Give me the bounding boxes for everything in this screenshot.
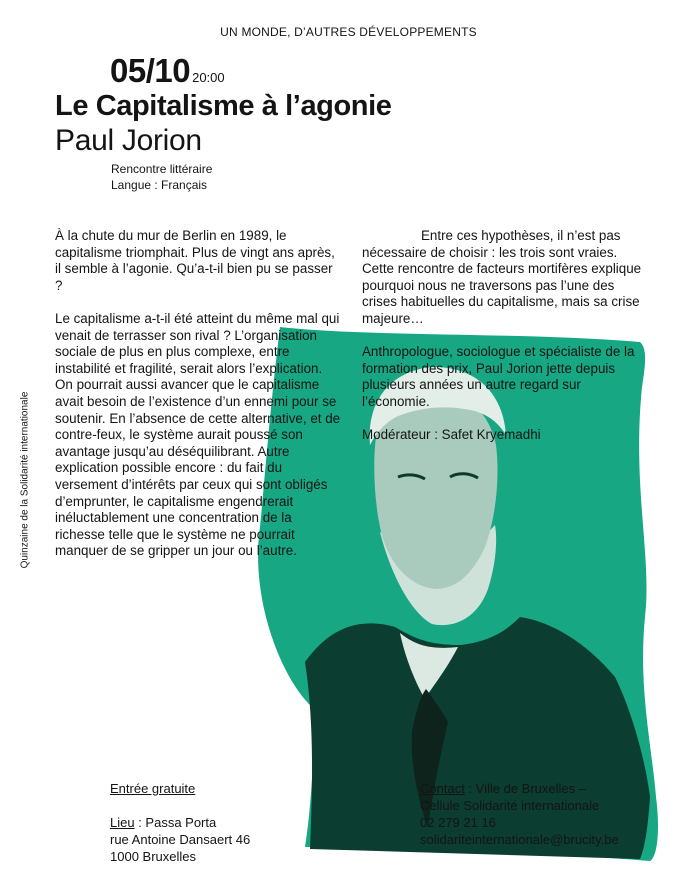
event-datetime [110,52,225,90]
venue-street: rue Antoine Dansaert 46 [110,832,251,847]
contact-dept: Cellule Solidarité internationale [420,798,600,813]
contact-org: : Ville de Bruxelles – [464,781,586,796]
paragraph: Entre ces hypothèses, il n’est pas nécessaire de choisir : les trois sont vraies. Cette rencontre de facteurs mortifères explique pourquoi nous ne traversons pas l’une des crises habituelles du capitalisme, mais sa crise majeure… [362,228,642,326]
contact-phone: 02 279 21 16 [420,815,496,830]
venue-name-line [110,814,340,831]
body-column-right [362,228,644,460]
paragraph: Anthropologue, sociologue et spécialiste de la formation des prix, Paul Jorion jette depuis plusieurs années un autre regard sur l’économie. [362,344,635,409]
event-language: Langue : Français [111,178,208,192]
event-time: 20:00 [192,70,225,85]
body-column-left [55,228,341,576]
event-author: Paul Jorion [55,124,202,157]
admission-label: Entrée gratuite [110,781,196,796]
paragraph: À la chute du mur de Berlin en 1989, le capitalisme triomphait. Plus de vingt ans après, il semble à l’agonie. Qu’a-t-il bien pu se passer ? [55,228,335,293]
venue-label: Lieu [110,815,135,830]
series-header: UN MONDE, D’AUTRES DÉVELOPPEMENTS [220,25,477,39]
contact-org-line [420,780,680,797]
side-label: Quinzaine de la Solidarité internationale [19,391,31,569]
contact-info [420,780,680,848]
event-date: 05/10 [110,52,191,89]
contact-email[interactable]: solidariteinternationale@brucity.be [420,832,619,847]
event-meta [111,161,212,193]
moderator-line: Modérateur : Safet Kryemadhi [362,427,541,443]
event-type: Rencontre littéraire [111,162,213,176]
paragraph: Le capitalisme a-t-il été atteint du même mal qui venait de terrasser son rival ? L’organisation sociale de plus en plus complexe, entre instabilité et fragilité, serait alors l’explication. On pourrait aussi avancer que le capitalisme avait besoin de l’existence d’un ennemi pour se soutenir. En l’absence de cette alternative, et de contre-feux, le système aurait poussé son avantage jusqu’au déséquilibrant. Autre explication possible encore : du fait du versement d’intérêts par ceux qui sont obligés d’emprunter, le capitalisme engendrerait inéluctablement une concentration de la richesse telle que le système ne pourrait manquer de se gripper un jour ou l’autre. [55,310,341,559]
contact-label: Contact [420,781,465,796]
venue-city: 1000 Bruxelles [110,849,196,864]
venue-name: : Passa Porta [134,815,217,830]
event-title: Le Capitalisme à l’agonie [55,90,392,122]
venue-info [110,780,340,865]
